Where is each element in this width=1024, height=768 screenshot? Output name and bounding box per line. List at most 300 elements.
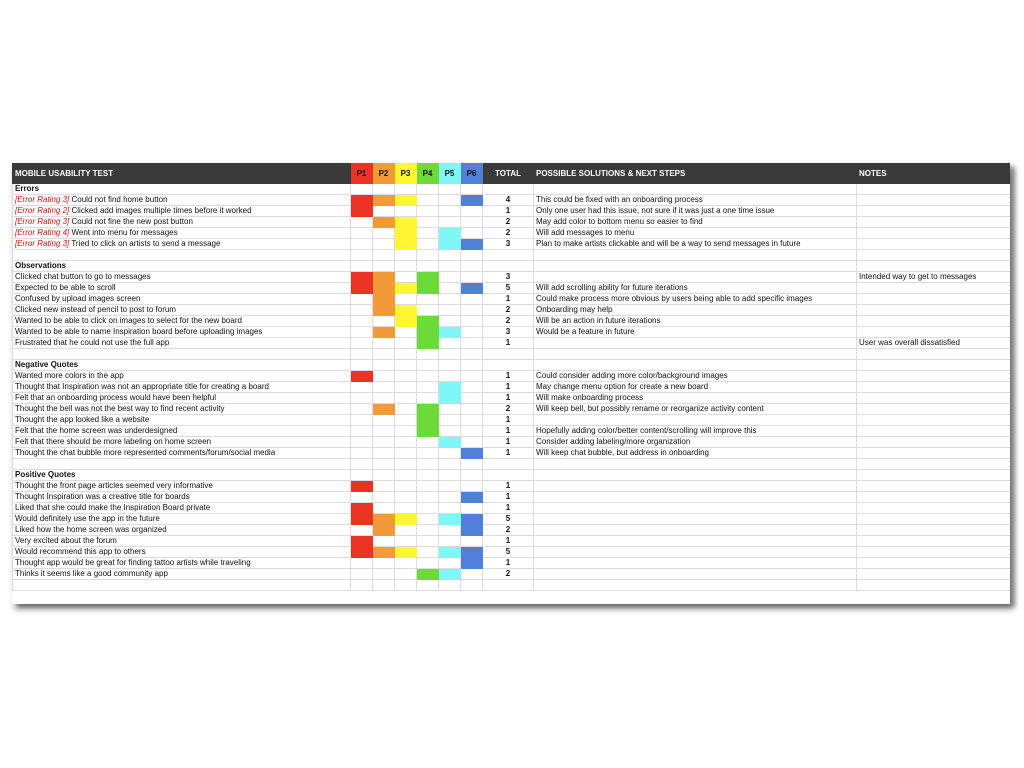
finding-cell[interactable] bbox=[13, 503, 351, 514]
empty-cell[interactable] bbox=[439, 470, 461, 481]
note-cell[interactable] bbox=[857, 503, 1011, 514]
finding-cell[interactable] bbox=[13, 426, 351, 437]
participant-p2-mark[interactable] bbox=[373, 547, 395, 558]
empty-cell[interactable] bbox=[373, 184, 395, 195]
participant-p1-cell[interactable] bbox=[351, 525, 373, 536]
empty-cell[interactable] bbox=[483, 349, 534, 360]
empty-cell[interactable] bbox=[439, 184, 461, 195]
empty-cell[interactable] bbox=[373, 349, 395, 360]
participant-p3-cell[interactable] bbox=[395, 382, 417, 393]
note-cell[interactable] bbox=[857, 239, 1011, 250]
total-cell[interactable]: 3 bbox=[483, 239, 534, 250]
empty-cell[interactable] bbox=[483, 459, 534, 470]
empty-cell[interactable] bbox=[461, 459, 483, 470]
empty-cell[interactable] bbox=[483, 580, 534, 591]
solution-cell[interactable]: Will add messages to menu bbox=[534, 228, 857, 239]
participant-p1-cell[interactable] bbox=[351, 415, 373, 426]
participant-p3-mark[interactable] bbox=[395, 195, 417, 206]
participant-p4-cell[interactable] bbox=[417, 481, 439, 492]
finding-cell[interactable] bbox=[13, 492, 351, 503]
participant-p3-cell[interactable] bbox=[395, 371, 417, 382]
participant-p4-cell[interactable] bbox=[417, 239, 439, 250]
finding-cell[interactable] bbox=[13, 371, 351, 382]
solution-cell[interactable] bbox=[534, 525, 857, 536]
finding-cell[interactable] bbox=[13, 305, 351, 316]
finding-cell[interactable] bbox=[13, 327, 351, 338]
participant-p3-mark[interactable] bbox=[395, 316, 417, 327]
total-cell[interactable]: 1 bbox=[483, 371, 534, 382]
participant-p1-cell[interactable] bbox=[351, 404, 373, 415]
participant-p5-cell[interactable] bbox=[439, 525, 461, 536]
empty-cell[interactable] bbox=[417, 250, 439, 261]
empty-cell[interactable] bbox=[857, 250, 1011, 261]
participant-p6-cell[interactable] bbox=[461, 316, 483, 327]
empty-cell[interactable] bbox=[395, 470, 417, 481]
header-participant-p5[interactable]: P5 bbox=[439, 164, 461, 184]
participant-p1-cell[interactable] bbox=[351, 217, 373, 228]
note-cell[interactable] bbox=[857, 305, 1011, 316]
header-participant-p6[interactable]: P6 bbox=[461, 164, 483, 184]
participant-p5-mark[interactable] bbox=[439, 228, 461, 239]
note-cell[interactable] bbox=[857, 492, 1011, 503]
total-cell[interactable]: 2 bbox=[483, 316, 534, 327]
participant-p2-cell[interactable] bbox=[373, 426, 395, 437]
empty-cell[interactable] bbox=[13, 459, 351, 470]
participant-p2-mark[interactable] bbox=[373, 525, 395, 536]
empty-cell[interactable] bbox=[373, 580, 395, 591]
participant-p4-cell[interactable] bbox=[417, 228, 439, 239]
total-cell[interactable]: 2 bbox=[483, 525, 534, 536]
total-cell[interactable]: 1 bbox=[483, 415, 534, 426]
empty-cell[interactable] bbox=[461, 360, 483, 371]
empty-cell[interactable] bbox=[461, 250, 483, 261]
note-cell[interactable]: Intended way to get to messages bbox=[857, 272, 1011, 283]
empty-cell[interactable] bbox=[351, 261, 373, 272]
participant-p1-mark[interactable] bbox=[351, 371, 373, 382]
total-cell[interactable]: 1 bbox=[483, 382, 534, 393]
solution-cell[interactable] bbox=[534, 569, 857, 580]
participant-p1-cell[interactable] bbox=[351, 426, 373, 437]
participant-p5-mark[interactable] bbox=[439, 327, 461, 338]
participant-p1-mark[interactable] bbox=[351, 547, 373, 558]
participant-p3-cell[interactable] bbox=[395, 536, 417, 547]
participant-p5-mark[interactable] bbox=[439, 514, 461, 525]
participant-p4-cell[interactable] bbox=[417, 217, 439, 228]
participant-p2-cell[interactable] bbox=[373, 492, 395, 503]
participant-p2-cell[interactable] bbox=[373, 239, 395, 250]
participant-p4-cell[interactable] bbox=[417, 536, 439, 547]
total-cell[interactable]: 2 bbox=[483, 228, 534, 239]
solution-cell[interactable]: Consider adding labeling/more organization bbox=[534, 437, 857, 448]
participant-p4-cell[interactable] bbox=[417, 195, 439, 206]
participant-p3-cell[interactable] bbox=[395, 404, 417, 415]
participant-p2-cell[interactable] bbox=[373, 382, 395, 393]
finding-cell[interactable] bbox=[13, 448, 351, 459]
header-participant-p4[interactable]: P4 bbox=[417, 164, 439, 184]
header-solutions[interactable]: POSSIBLE SOLUTIONS & NEXT STEPS bbox=[534, 164, 857, 184]
participant-p1-mark[interactable] bbox=[351, 283, 373, 294]
participant-p2-cell[interactable] bbox=[373, 316, 395, 327]
note-cell[interactable] bbox=[857, 437, 1011, 448]
note-cell[interactable] bbox=[857, 195, 1011, 206]
note-cell[interactable] bbox=[857, 415, 1011, 426]
participant-p5-cell[interactable] bbox=[439, 371, 461, 382]
participant-p1-cell[interactable] bbox=[351, 294, 373, 305]
participant-p1-mark[interactable] bbox=[351, 272, 373, 283]
participant-p2-mark[interactable] bbox=[373, 305, 395, 316]
participant-p4-mark[interactable] bbox=[417, 426, 439, 437]
empty-cell[interactable] bbox=[534, 250, 857, 261]
empty-cell[interactable] bbox=[439, 580, 461, 591]
note-cell[interactable] bbox=[857, 393, 1011, 404]
participant-p6-cell[interactable] bbox=[461, 382, 483, 393]
participant-p6-cell[interactable] bbox=[461, 272, 483, 283]
participant-p6-mark[interactable] bbox=[461, 547, 483, 558]
note-cell[interactable] bbox=[857, 536, 1011, 547]
participant-p3-cell[interactable] bbox=[395, 492, 417, 503]
solution-cell[interactable]: Could consider adding more color/background images bbox=[534, 371, 857, 382]
participant-p5-cell[interactable] bbox=[439, 195, 461, 206]
finding-cell[interactable] bbox=[13, 316, 351, 327]
note-cell[interactable] bbox=[857, 228, 1011, 239]
note-cell[interactable] bbox=[857, 327, 1011, 338]
participant-p2-cell[interactable] bbox=[373, 437, 395, 448]
note-cell[interactable] bbox=[857, 217, 1011, 228]
participant-p6-mark[interactable] bbox=[461, 525, 483, 536]
participant-p6-cell[interactable] bbox=[461, 536, 483, 547]
participant-p6-cell[interactable] bbox=[461, 393, 483, 404]
header-participant-p1[interactable]: P1 bbox=[351, 164, 373, 184]
total-cell[interactable]: 1 bbox=[483, 437, 534, 448]
participant-p2-cell[interactable] bbox=[373, 569, 395, 580]
participant-p6-mark[interactable] bbox=[461, 195, 483, 206]
participant-p4-mark[interactable] bbox=[417, 569, 439, 580]
participant-p4-mark[interactable] bbox=[417, 338, 439, 349]
empty-cell[interactable] bbox=[857, 184, 1011, 195]
solution-cell[interactable]: Could make process more obvious by users being able to add specific images bbox=[534, 294, 857, 305]
participant-p6-cell[interactable] bbox=[461, 206, 483, 217]
participant-p2-mark[interactable] bbox=[373, 283, 395, 294]
participant-p1-cell[interactable] bbox=[351, 316, 373, 327]
participant-p6-mark[interactable] bbox=[461, 558, 483, 569]
participant-p5-cell[interactable] bbox=[439, 536, 461, 547]
participant-p2-cell[interactable] bbox=[373, 536, 395, 547]
total-cell[interactable]: 2 bbox=[483, 569, 534, 580]
participant-p5-cell[interactable] bbox=[439, 481, 461, 492]
empty-cell[interactable] bbox=[534, 360, 857, 371]
empty-cell[interactable] bbox=[439, 250, 461, 261]
participant-p6-mark[interactable] bbox=[461, 448, 483, 459]
participant-p3-cell[interactable] bbox=[395, 206, 417, 217]
participant-p1-mark[interactable] bbox=[351, 536, 373, 547]
header-participant-p2[interactable]: P2 bbox=[373, 164, 395, 184]
participant-p5-cell[interactable] bbox=[439, 492, 461, 503]
participant-p4-cell[interactable] bbox=[417, 503, 439, 514]
total-cell[interactable]: 1 bbox=[483, 338, 534, 349]
participant-p3-cell[interactable] bbox=[395, 569, 417, 580]
total-cell[interactable]: 2 bbox=[483, 404, 534, 415]
participant-p2-mark[interactable] bbox=[373, 514, 395, 525]
finding-cell[interactable] bbox=[13, 404, 351, 415]
section-title[interactable]: Observations bbox=[13, 261, 351, 272]
participant-p5-mark[interactable] bbox=[439, 382, 461, 393]
participant-p1-cell[interactable] bbox=[351, 228, 373, 239]
empty-cell[interactable] bbox=[439, 360, 461, 371]
note-cell[interactable] bbox=[857, 316, 1011, 327]
participant-p2-cell[interactable] bbox=[373, 448, 395, 459]
empty-cell[interactable] bbox=[373, 250, 395, 261]
participant-p3-cell[interactable] bbox=[395, 294, 417, 305]
empty-cell[interactable] bbox=[13, 250, 351, 261]
note-cell[interactable] bbox=[857, 294, 1011, 305]
participant-p3-cell[interactable] bbox=[395, 338, 417, 349]
note-cell[interactable] bbox=[857, 404, 1011, 415]
empty-cell[interactable] bbox=[461, 184, 483, 195]
finding-cell[interactable] bbox=[13, 217, 351, 228]
participant-p4-cell[interactable] bbox=[417, 305, 439, 316]
participant-p1-cell[interactable] bbox=[351, 569, 373, 580]
participant-p1-cell[interactable] bbox=[351, 338, 373, 349]
finding-cell[interactable] bbox=[13, 382, 351, 393]
empty-cell[interactable] bbox=[351, 459, 373, 470]
empty-cell[interactable] bbox=[534, 580, 857, 591]
participant-p4-mark[interactable] bbox=[417, 316, 439, 327]
solution-cell[interactable] bbox=[534, 503, 857, 514]
empty-cell[interactable] bbox=[417, 261, 439, 272]
participant-p4-cell[interactable] bbox=[417, 294, 439, 305]
participant-p4-mark[interactable] bbox=[417, 283, 439, 294]
solution-cell[interactable] bbox=[534, 272, 857, 283]
total-cell[interactable]: 1 bbox=[483, 492, 534, 503]
total-cell[interactable]: 1 bbox=[483, 426, 534, 437]
participant-p5-cell[interactable] bbox=[439, 206, 461, 217]
participant-p3-mark[interactable] bbox=[395, 217, 417, 228]
participant-p3-cell[interactable] bbox=[395, 448, 417, 459]
note-cell[interactable] bbox=[857, 283, 1011, 294]
participant-p6-cell[interactable] bbox=[461, 327, 483, 338]
solution-cell[interactable] bbox=[534, 536, 857, 547]
participant-p2-mark[interactable] bbox=[373, 272, 395, 283]
participant-p3-cell[interactable] bbox=[395, 481, 417, 492]
empty-cell[interactable] bbox=[373, 459, 395, 470]
empty-cell[interactable] bbox=[461, 580, 483, 591]
total-cell[interactable]: 1 bbox=[483, 558, 534, 569]
participant-p5-cell[interactable] bbox=[439, 448, 461, 459]
total-cell[interactable]: 1 bbox=[483, 206, 534, 217]
finding-cell[interactable] bbox=[13, 536, 351, 547]
participant-p3-cell[interactable] bbox=[395, 558, 417, 569]
solution-cell[interactable]: Will be an action in future iterations bbox=[534, 316, 857, 327]
empty-cell[interactable] bbox=[395, 360, 417, 371]
empty-cell[interactable] bbox=[417, 349, 439, 360]
empty-cell[interactable] bbox=[439, 261, 461, 272]
participant-p4-mark[interactable] bbox=[417, 415, 439, 426]
empty-cell[interactable] bbox=[417, 459, 439, 470]
empty-cell[interactable] bbox=[13, 349, 351, 360]
participant-p3-mark[interactable] bbox=[395, 228, 417, 239]
participant-p3-mark[interactable] bbox=[395, 239, 417, 250]
empty-cell[interactable] bbox=[395, 349, 417, 360]
solution-cell[interactable]: Onboarding may help bbox=[534, 305, 857, 316]
participant-p1-cell[interactable] bbox=[351, 239, 373, 250]
empty-cell[interactable] bbox=[534, 261, 857, 272]
participant-p1-cell[interactable] bbox=[351, 448, 373, 459]
note-cell[interactable] bbox=[857, 569, 1011, 580]
participant-p4-cell[interactable] bbox=[417, 514, 439, 525]
note-cell[interactable] bbox=[857, 547, 1011, 558]
participant-p5-cell[interactable] bbox=[439, 415, 461, 426]
finding-cell[interactable] bbox=[13, 283, 351, 294]
section-title[interactable]: Errors bbox=[13, 184, 351, 195]
participant-p5-cell[interactable] bbox=[439, 426, 461, 437]
empty-cell[interactable] bbox=[534, 459, 857, 470]
note-cell[interactable] bbox=[857, 448, 1011, 459]
participant-p6-cell[interactable] bbox=[461, 569, 483, 580]
participant-p4-cell[interactable] bbox=[417, 382, 439, 393]
participant-p2-cell[interactable] bbox=[373, 481, 395, 492]
empty-cell[interactable] bbox=[417, 580, 439, 591]
participant-p4-cell[interactable] bbox=[417, 437, 439, 448]
empty-cell[interactable] bbox=[395, 184, 417, 195]
solution-cell[interactable] bbox=[534, 558, 857, 569]
total-cell[interactable]: 5 bbox=[483, 283, 534, 294]
solution-cell[interactable] bbox=[534, 514, 857, 525]
participant-p2-mark[interactable] bbox=[373, 195, 395, 206]
participant-p1-cell[interactable] bbox=[351, 327, 373, 338]
participant-p5-cell[interactable] bbox=[439, 503, 461, 514]
participant-p1-cell[interactable] bbox=[351, 382, 373, 393]
finding-cell[interactable] bbox=[13, 206, 351, 217]
empty-cell[interactable] bbox=[461, 470, 483, 481]
empty-cell[interactable] bbox=[373, 261, 395, 272]
note-cell[interactable]: User was overall dissatisfied bbox=[857, 338, 1011, 349]
participant-p4-mark[interactable] bbox=[417, 272, 439, 283]
participant-p2-cell[interactable] bbox=[373, 338, 395, 349]
participant-p6-mark[interactable] bbox=[461, 239, 483, 250]
participant-p5-cell[interactable] bbox=[439, 305, 461, 316]
participant-p2-cell[interactable] bbox=[373, 415, 395, 426]
participant-p2-mark[interactable] bbox=[373, 327, 395, 338]
empty-cell[interactable] bbox=[417, 360, 439, 371]
participant-p4-cell[interactable] bbox=[417, 206, 439, 217]
participant-p5-cell[interactable] bbox=[439, 558, 461, 569]
participant-p3-mark[interactable] bbox=[395, 283, 417, 294]
participant-p3-cell[interactable] bbox=[395, 272, 417, 283]
participant-p6-cell[interactable] bbox=[461, 426, 483, 437]
total-cell[interactable]: 1 bbox=[483, 448, 534, 459]
finding-cell[interactable] bbox=[13, 547, 351, 558]
solution-cell[interactable]: Will add scrolling ability for future iterations bbox=[534, 283, 857, 294]
participant-p4-cell[interactable] bbox=[417, 371, 439, 382]
empty-cell[interactable] bbox=[351, 250, 373, 261]
participant-p6-cell[interactable] bbox=[461, 481, 483, 492]
participant-p1-mark[interactable] bbox=[351, 514, 373, 525]
total-cell[interactable]: 1 bbox=[483, 481, 534, 492]
participant-p4-mark[interactable] bbox=[417, 327, 439, 338]
empty-cell[interactable] bbox=[857, 349, 1011, 360]
empty-cell[interactable] bbox=[483, 184, 534, 195]
participant-p5-cell[interactable] bbox=[439, 338, 461, 349]
participant-p2-cell[interactable] bbox=[373, 206, 395, 217]
solution-cell[interactable] bbox=[534, 338, 857, 349]
empty-cell[interactable] bbox=[351, 360, 373, 371]
solution-cell[interactable]: May add color to bottom menu so easier to find bbox=[534, 217, 857, 228]
participant-p5-mark[interactable] bbox=[439, 393, 461, 404]
note-cell[interactable] bbox=[857, 371, 1011, 382]
empty-cell[interactable] bbox=[373, 470, 395, 481]
participant-p2-cell[interactable] bbox=[373, 228, 395, 239]
participant-p6-cell[interactable] bbox=[461, 404, 483, 415]
participant-p2-cell[interactable] bbox=[373, 393, 395, 404]
note-cell[interactable] bbox=[857, 206, 1011, 217]
participant-p2-cell[interactable] bbox=[373, 558, 395, 569]
empty-cell[interactable] bbox=[857, 261, 1011, 272]
empty-cell[interactable] bbox=[395, 580, 417, 591]
participant-p1-cell[interactable] bbox=[351, 558, 373, 569]
empty-cell[interactable] bbox=[483, 250, 534, 261]
empty-cell[interactable] bbox=[351, 184, 373, 195]
finding-cell[interactable] bbox=[13, 393, 351, 404]
empty-cell[interactable] bbox=[483, 261, 534, 272]
participant-p1-mark[interactable] bbox=[351, 481, 373, 492]
participant-p4-cell[interactable] bbox=[417, 448, 439, 459]
empty-cell[interactable] bbox=[395, 459, 417, 470]
total-cell[interactable]: 5 bbox=[483, 514, 534, 525]
empty-cell[interactable] bbox=[373, 360, 395, 371]
solution-cell[interactable]: Will keep bell, but possibly rename or reorganize activity content bbox=[534, 404, 857, 415]
participant-p4-cell[interactable] bbox=[417, 525, 439, 536]
empty-cell[interactable] bbox=[439, 459, 461, 470]
participant-p1-cell[interactable] bbox=[351, 437, 373, 448]
total-cell[interactable]: 3 bbox=[483, 327, 534, 338]
participant-p4-mark[interactable] bbox=[417, 404, 439, 415]
participant-p4-cell[interactable] bbox=[417, 547, 439, 558]
solution-cell[interactable]: Hopefully adding color/better content/scrolling will improve this bbox=[534, 426, 857, 437]
empty-cell[interactable] bbox=[534, 470, 857, 481]
note-cell[interactable] bbox=[857, 514, 1011, 525]
solution-cell[interactable]: This could be fixed with an onboarding process bbox=[534, 195, 857, 206]
empty-cell[interactable] bbox=[857, 459, 1011, 470]
participant-p5-cell[interactable] bbox=[439, 294, 461, 305]
participant-p6-cell[interactable] bbox=[461, 338, 483, 349]
solution-cell[interactable]: Will keep chat bubble, but address in onboarding bbox=[534, 448, 857, 459]
participant-p5-cell[interactable] bbox=[439, 316, 461, 327]
empty-cell[interactable] bbox=[461, 349, 483, 360]
finding-cell[interactable] bbox=[13, 272, 351, 283]
participant-p3-cell[interactable] bbox=[395, 437, 417, 448]
participant-p4-cell[interactable] bbox=[417, 558, 439, 569]
total-cell[interactable]: 1 bbox=[483, 393, 534, 404]
participant-p3-cell[interactable] bbox=[395, 327, 417, 338]
solution-cell[interactable] bbox=[534, 547, 857, 558]
header-total[interactable]: TOTAL bbox=[483, 164, 534, 184]
participant-p3-cell[interactable] bbox=[395, 426, 417, 437]
finding-cell[interactable] bbox=[13, 338, 351, 349]
finding-cell[interactable] bbox=[13, 437, 351, 448]
header-title[interactable]: MOBILE USABILITY TEST bbox=[13, 164, 351, 184]
finding-cell[interactable] bbox=[13, 569, 351, 580]
participant-p5-mark[interactable] bbox=[439, 239, 461, 250]
total-cell[interactable]: 1 bbox=[483, 503, 534, 514]
participant-p2-cell[interactable] bbox=[373, 503, 395, 514]
section-title[interactable]: Positive Quotes bbox=[13, 470, 351, 481]
empty-cell[interactable] bbox=[417, 470, 439, 481]
empty-cell[interactable] bbox=[417, 184, 439, 195]
header-notes[interactable]: NOTES bbox=[857, 164, 1011, 184]
note-cell[interactable] bbox=[857, 426, 1011, 437]
total-cell[interactable]: 5 bbox=[483, 547, 534, 558]
empty-cell[interactable] bbox=[483, 360, 534, 371]
